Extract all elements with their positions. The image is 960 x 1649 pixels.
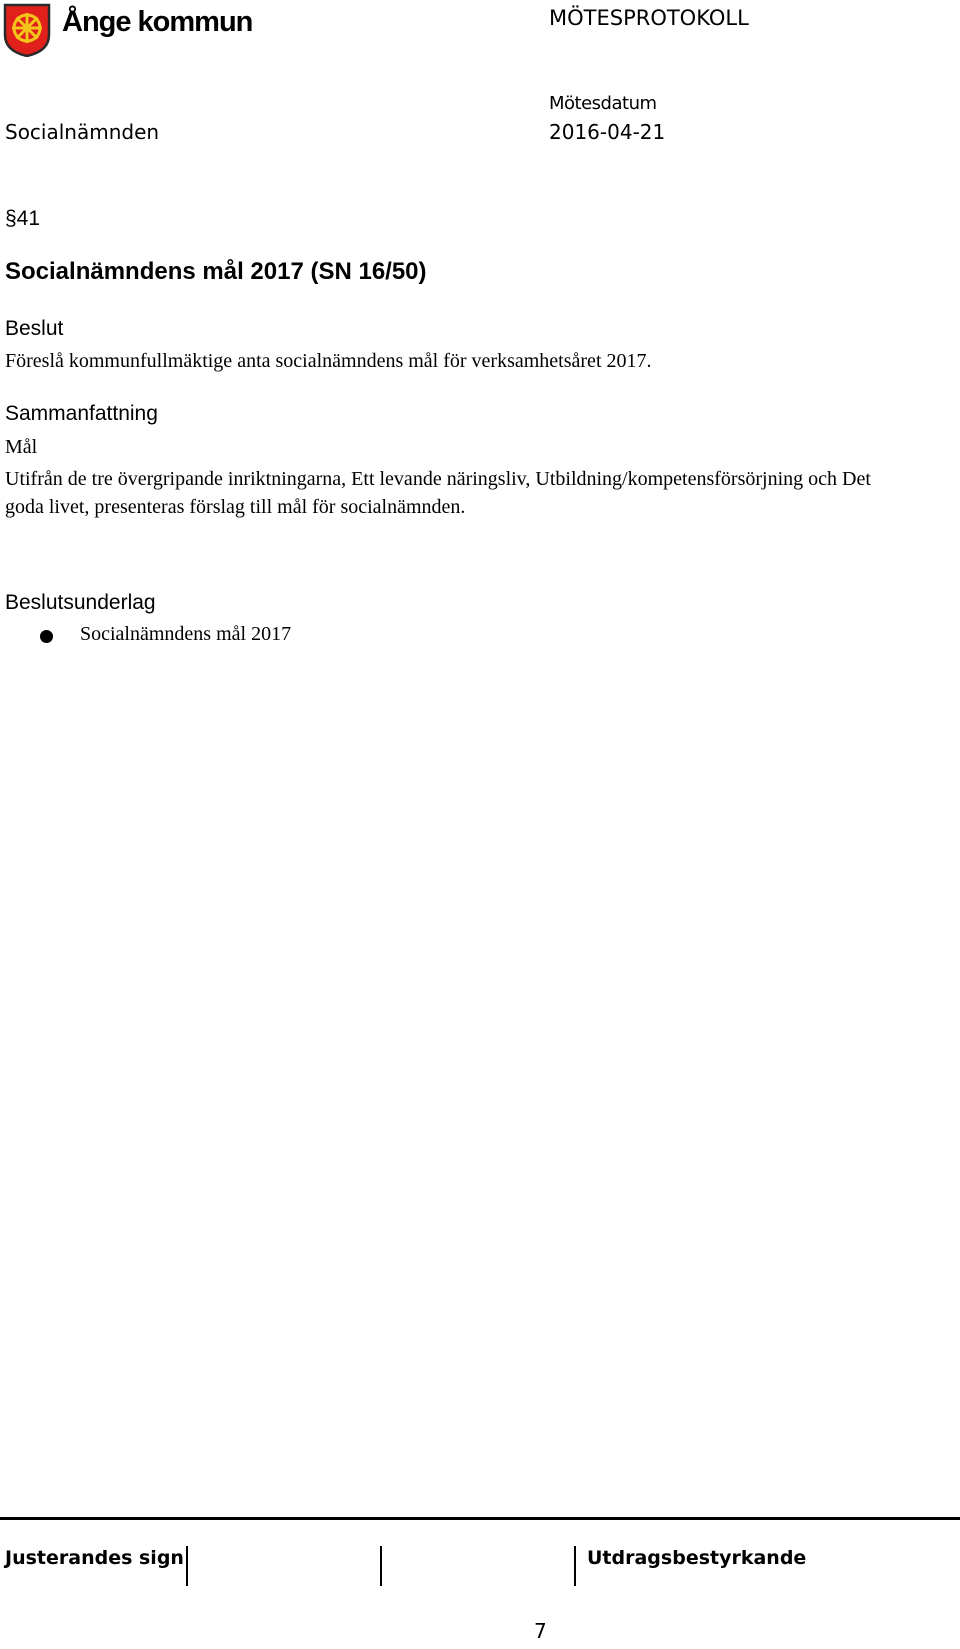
- justerandes-sign-label: Justerandes sign: [5, 1547, 184, 1569]
- underlag-list-item: Socialnämndens mål 2017: [80, 623, 292, 645]
- meeting-date: 2016-04-21: [549, 120, 666, 144]
- beslutsunderlag-heading: Beslutsunderlag: [5, 591, 156, 614]
- beslut-text: Föreslå kommunfullmäktige anta socialnämndens mål för verksamhetsåret 2017.: [5, 350, 652, 372]
- meeting-date-label: Mötesdatum: [549, 93, 657, 114]
- page-number: 7: [534, 1619, 547, 1643]
- beslut-heading: Beslut: [5, 317, 64, 340]
- sammanfattning-heading: Sammanfattning: [5, 402, 158, 425]
- item-title: Socialnämndens mål 2017 (SN 16/50): [5, 258, 427, 285]
- signature-field-divider: [186, 1546, 188, 1586]
- paragraph-number: §41: [5, 207, 41, 230]
- signature-field-divider: [380, 1546, 382, 1586]
- org-name: Ånge kommun: [62, 6, 253, 38]
- mal-heading: Mål: [5, 436, 38, 458]
- utdragsbestyrkande-label: Utdragsbestyrkande: [587, 1547, 807, 1569]
- summary-text: Utifrån de tre övergripande inriktningarna, Ett levande näringsliv, Utbildning/kompetensförsörjning och Det goda livet, presenteras förslag till mål för socialnämnden.: [5, 468, 871, 518]
- document-type: MÖTESPROTOKOLL: [549, 6, 749, 30]
- signature-field-divider: [574, 1546, 576, 1586]
- committee-name: Socialnämnden: [5, 120, 160, 144]
- bullet-icon: [40, 630, 53, 643]
- footer-divider: [0, 1517, 960, 1520]
- ange-kommun-emblem-icon: [3, 3, 51, 57]
